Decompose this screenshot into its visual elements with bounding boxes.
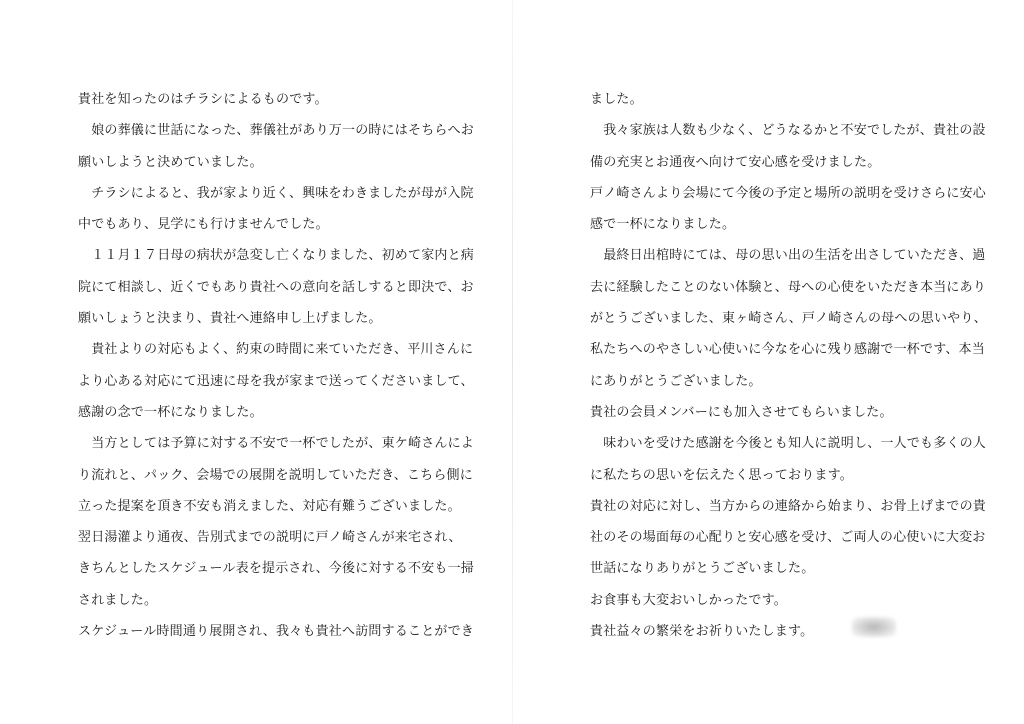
right-line-4: 戸ノ崎さんより会場にて今後の予定と場所の説明を受けさらに安心 [590,185,987,201]
right-line-11: 貴社の会員メンバーにも加入させてもらいました。 [590,404,893,420]
right-line-1: ました。 [590,92,643,107]
left-line-15: 翌日湯灌より通夜、告別式までの説明に戸ノ崎さんが来宅され、 [78,530,462,546]
right-line-17: お食事も大変おいしかったです。 [590,592,787,608]
left-line-17: されました。 [78,592,158,608]
left-line-14: 立った提案を頂き不安も消えました、対応有難うございました。 [78,498,461,514]
left-line-16: きちんとしたスケジュール表を提示され、今後に対する不安も一掃 [78,561,475,577]
left-line-13: り流れと、パック、会場での展開を説明していただき、こちら側に [78,467,473,483]
right-line-9: 私たちへのやさしい心使いに今なを心に残り感謝で一杯です、本当 [590,342,985,358]
left-line-8: 願いしょうと決まり、貴社へ連絡申し上げました。 [78,311,382,327]
right-line-10: にありがとうございました。 [590,373,762,389]
left-line-2: 娘の葬儀に世話になった、葬儀社があり万一の時にはそちらへお [78,123,475,139]
right-line-15: 社のその場面毎の心配りと安心感を受け、ご両人の心使いに大変お [590,530,986,546]
right-line-7: 去に経験したことのない体験と、母への心使をいただき本当にあり [590,279,987,295]
left-line-9: 貴社よりの対応もよく、約束の時間に来ていただき、平川さんに [78,342,474,358]
right-line-13: に私たちの思いを伝えたく思っております。 [590,467,853,483]
right-line-16: 世話になりありがとうございました。 [590,561,815,577]
right-line-2: 我々家族は人数も少なく、どうなるかと不安でしたが、貴社の設 [590,123,986,139]
right-line-18: 貴社益々の繁栄をお祈りいたします。 [590,624,814,640]
left-line-11: 感謝の念で一杯になりました。 [78,404,263,420]
redacted-signature [852,617,896,637]
right-line-3: 備の充実とお通夜へ向けて安心感を受けました。 [590,154,881,170]
left-page [78,84,475,647]
right-line-14: 貴社の対応に対し、当方からの連絡から始まり、お骨上げまでの貴 [590,498,987,514]
left-line-3: 願いしようと決めていました。 [78,154,263,170]
left-line-6: １１月１７日母の病状が急変し亡くなりました、初めて家内と病 [78,248,475,264]
left-line-10: より心ある対応にて迅速に母を我が家まで送ってくださいまして、 [78,373,474,389]
right-page [590,84,987,647]
left-line-4: チラシによると、我が家より近く、興味をわきましたが母が入院 [78,185,474,201]
page-fold [512,0,513,724]
left-line-5: 中でもあり、見学にも行けませんでした。 [78,217,329,233]
right-line-8: がとうございました、東ヶ崎さん、戸ノ崎さんの母への思いやり、 [590,311,987,327]
left-line-7: 院にて相談し、近くでもあり貴社への意向を話しすると即決で、お [78,279,474,295]
left-line-12: 当方としては予算に対する不安で一杯でしたが、東ケ崎さんによ [78,436,475,452]
right-line-12: 味わいを受けた感謝を今後とも知人に説明し、一人でも多くの人 [590,436,987,452]
left-line-1: 貴社を知ったのはチラシによるものです。 [78,92,328,107]
right-line-6: 最終日出棺時にては、母の思い出の生活を出さしていただき、過 [590,248,986,264]
left-line-18: スケジュール時間通り展開され、我々も貴社へ訪問することができ [78,624,475,640]
right-line-5: 感で一杯になりました。 [590,217,736,233]
